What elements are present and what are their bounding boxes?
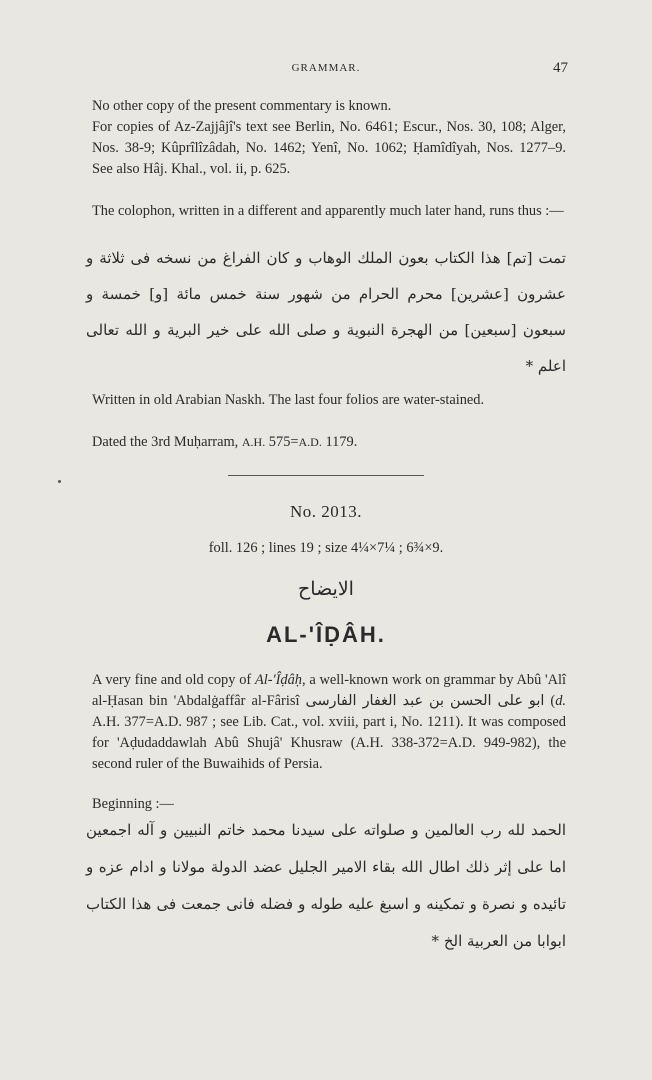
- dated-text: 575=: [265, 434, 299, 450]
- paragraph-copies: [92, 117, 566, 180]
- colophon-arabic-text: تمت [تم] هذا الكتاب بعون الملك الوهاب و كان الفراغ من نسخه فى ثلاثة و عشرون [عشرين] محرم الحرام من شهور سنة خمس مائة [و] خمسة و سبعون [سبعين] من الهجرة النبوية و صلى الله على خير البرية و الله تعالى اعلم *: [86, 249, 566, 375]
- page-number: 47: [553, 60, 568, 76]
- paragraph-script-note: [92, 390, 566, 411]
- entry-number: No. 2013.: [289, 502, 363, 521]
- era-ah: A.H.: [241, 435, 266, 449]
- text: For copies of Az-Zajjâjî's text see Berlin, No. 6461; Escur., Nos. 30, 108; Alger, Nos. 38-9; Kûprîlîzâdah, No. 1462; Yenî, No. 1062; Ḥamîdîyah, Nos. 1277–9. See also Hâj. Khal., vol. ii, p. 625.: [92, 119, 566, 177]
- text: , a well-known work on grammar by Abû 'Alî al-Ḥasan bin 'Abdalġaffâr al-Fârisî ابو على الحسن بن عبد الغفار الفارسى (: [92, 672, 566, 709]
- text: A very fine and old copy of: [92, 672, 255, 688]
- text: Beginning :—: [92, 796, 174, 812]
- arabic-title: الايضاح: [298, 578, 354, 600]
- paragraph-dated: [92, 432, 566, 453]
- dated-text: Dated the 3rd Muḥarram,: [92, 434, 242, 450]
- beginning-arabic-text: الحمد لله رب العالمين و صلواته على سيدنا محمد خاتم النبيين و آله اجمعين اما على إثر ذلك اطال الله بقاء الامير الجليل عضد الدولة مولانا و ادام عزه و تائيده و نصرة و تمكينه و اسبغ عليه طوله و فضله فانى جمعت فى هذا الكتاب ابوابا من العربية الخ *: [86, 821, 566, 950]
- era-ad: A.D.: [298, 435, 322, 449]
- text: Written in old Arabian Naskh. The last four folios are water-stained.: [92, 392, 485, 408]
- entry-dimensions: foll. 126 ; lines 19 ; size 4¼×7¼ ; 6¾×9.: [208, 540, 444, 556]
- text: The colophon, written in a different and apparently much later hand, runs thus :—: [92, 203, 564, 219]
- dated-text: 1179.: [321, 434, 358, 450]
- paragraph-no-other-copy: [92, 96, 566, 117]
- died-abbrev: d.: [555, 693, 566, 709]
- entry-title: AL-'ÎḌÂH.: [266, 622, 386, 647]
- text: No other copy of the present commentary is known.: [92, 98, 392, 114]
- stray-mark: [58, 480, 61, 483]
- section-divider: [228, 475, 424, 476]
- paragraph-colophon-intro: [92, 201, 566, 222]
- text: A.H. 377=A.D. 987 ; see Lib. Cat., vol. xviii, part i, No. 1211). It was composed for 'Aḍudaddawlah Abû Shujâ' Khusraw (A.H. 338-372=A.D. 949-982), the second ruler of the Buwaihids of Persia.: [92, 714, 566, 772]
- running-header: GRAMMAR.: [291, 62, 361, 74]
- paragraph-description: [92, 670, 566, 775]
- work-title-italic: Al-'Îḍâḥ: [254, 672, 302, 688]
